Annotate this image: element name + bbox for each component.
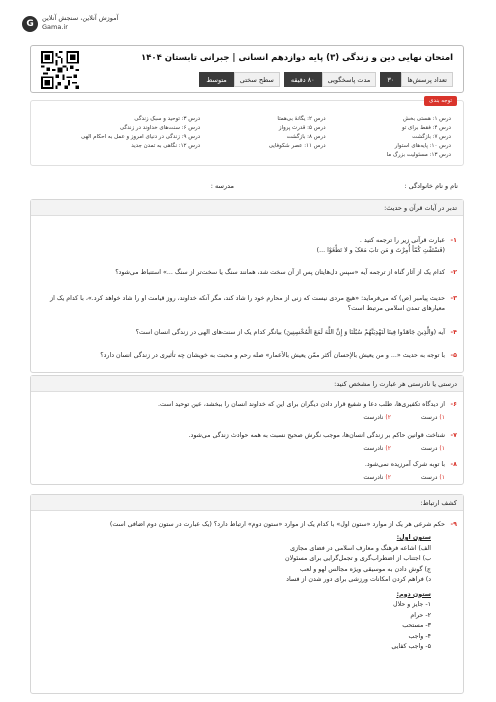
question-text: از دیدگاه تکفیری‌ها، طلب دعا و شفیع قرار دادن دیگران برای این که خداوند انسان را ببخشد، عین توحید است. (157, 401, 445, 408)
question-number: ۶- (450, 401, 457, 408)
column-two-item: ۳- مستحب (402, 622, 431, 629)
meta-value-duration: ۸۰ دقیقه (284, 72, 322, 87)
option-true[interactable] (421, 413, 445, 423)
lesson-item: درس ۴: فقط برای تو (401, 125, 451, 131)
lesson-item: درس ۱۰: پایه‌های استوار (394, 143, 451, 149)
site-name[interactable] (42, 14, 118, 31)
site-header (0, 0, 496, 42)
question-number: ۷- (450, 432, 457, 439)
question-4 (37, 328, 457, 338)
question-9 (37, 520, 457, 530)
option-number: ۲) (385, 414, 391, 421)
question-number: ۲- (450, 269, 457, 276)
question-number: ۸- (450, 461, 457, 468)
option-label: درست (420, 414, 438, 421)
question-text: حدیث پیامبر (ص) که می‌فرماید: «هیچ مردی نیست که زنی از محارم خود را شاد کند، مگر آنکه خداوند، روز قیامت او را شاد خواهد کرد.»، با کدام یک از معیارهای تمدن اسلامی مرتبط است؟ (50, 295, 445, 312)
section-title: درستی یا نادرستی هر عبارت را مشخص کنید: (31, 376, 463, 392)
column-two-item: ۱- جایز و حلال (393, 601, 431, 608)
option-label: نادرست (363, 414, 384, 421)
column-two-item: ۵- واجب کفایی (391, 643, 431, 650)
exam-meta (195, 72, 453, 87)
student-info (30, 182, 464, 194)
meta-label-duration: مدت پاسخگویی (322, 72, 377, 87)
lessons-note-box (30, 100, 464, 166)
exam-title: امتحان نهایی دین و زندگی (۳) پایه دوازدهم انسانی | جبرانی تابستان ۱۴۰۴ (141, 53, 453, 63)
question-number: ۴- (450, 329, 457, 336)
lesson-item: درس ۷: بازگشت (412, 134, 451, 140)
lesson-item: درس ۹: زندگی در دنیای امروز و عمل به احکام الهی (81, 134, 201, 140)
option-number: ۲) (385, 445, 391, 452)
question-3 (37, 294, 457, 314)
lesson-item: درس ۵: قدرت پرواز (278, 125, 326, 131)
option-number: ۱) (439, 414, 445, 421)
lesson-item: درس ۱۱: عصر شکوفایی (268, 143, 326, 149)
question-text: حکم شرعی هر یک از موارد «ستون اول» با کدام یک از موارد «ستون دوم» ارتباط دارد؟ (یک عبارت در ستون دوم اضافی است) (109, 521, 445, 528)
true-false-options (37, 444, 445, 454)
option-label: درست (420, 445, 438, 452)
option-number: ۱) (439, 445, 445, 452)
site-name-en: Gama.ir (42, 23, 68, 31)
option-label: نادرست (363, 474, 384, 481)
true-false-options (37, 473, 445, 483)
exam-header (30, 45, 464, 93)
question-5 (37, 351, 457, 361)
question-number: ۵- (450, 352, 457, 359)
logo-letter: G (26, 19, 34, 29)
section-title: تدبر در آیات قرآن و حدیث: (31, 200, 463, 216)
option-true[interactable] (421, 473, 445, 483)
section-matching (30, 494, 464, 694)
option-false[interactable] (363, 413, 391, 423)
question-text: عبارت قرآنی زیر را ترجمه کنید . (359, 237, 445, 244)
question-text: شناخت قوانین حاکم بر زندگی انسان‌ها، موجب نگرش صحیح نسبت به همه حوادث زندگی می‌شود. (188, 432, 445, 439)
option-false[interactable] (363, 473, 391, 483)
meta-value-question-count: ۳۰ (380, 72, 401, 87)
column-two-title: ستون دوم: (396, 590, 431, 598)
lesson-item: درس ۶: سنت‌های خداوند در زندگی (119, 125, 201, 131)
question-number: ۹- (450, 521, 457, 528)
question-8 (37, 460, 457, 483)
column-one-item: الف) اشاعه فرهنگ و معارف اسلامی در فضای مجازی (290, 544, 431, 552)
school-label: مدرسه : (210, 182, 234, 190)
question-text: با توجه به حدیث «... و من یعیش بالإحسان أکثر ممّن یعیش بالأعمار» صله رحم و محبت به خویشان چه تأثیری در زندگی انسان دارد؟ (100, 352, 445, 359)
section-true-false (30, 375, 464, 485)
question-verse: (فَسْتَفْتِ کُمّاً أُمِرْتَ وَ مَن تابَ مَعَکَ و لا تَطْغَوْا ...) (316, 247, 445, 254)
question-2 (37, 268, 457, 278)
option-label: نادرست (363, 445, 384, 452)
lesson-item: درس ۳: توحید و سبک زندگی (134, 116, 201, 122)
site-name-fa: آموزش آنلاین، سنجش آنلاین (42, 14, 119, 22)
note-badge: توجه بندی (424, 96, 457, 106)
question-number: ۳- (450, 295, 457, 302)
column-two-item: ۲- حرام (410, 611, 431, 619)
column-one-title: ستون اول: (396, 534, 431, 541)
option-label: درست (420, 474, 438, 481)
lesson-item: درس ۲: یگانهٔ بی‌همتا (277, 116, 326, 122)
column-one-item: ج) گوش دادن به موسیقی ویژه مجالس لهو و لعب (300, 565, 431, 573)
column-two-item: ۴- واجب (408, 632, 431, 640)
question-text: آیه (وَالَّذِینَ جَاهَدُوا فِینَا لَنَهْدِیَنَّهُمْ سُبُلَنَا وَ إِنَّ اللَّهَ لَمَعَ الْمُحْسِنِینَ) بیانگر کدام یک از سنت‌های الهی در زندگی انسان است؟ (135, 329, 445, 336)
question-text: کدام یک از آثار گناه از ترجمه آیه «سپس دل‌هایتان پس از آن سخت شد، همانند سنگ یا سخت‌تر از سنگ ...» استنباط می‌شود؟ (115, 269, 445, 276)
lesson-item: درس ۱: هستی بخش (402, 116, 451, 122)
qr-code-icon (41, 51, 79, 89)
meta-label-difficulty: سطح سختی (234, 72, 280, 87)
question-1 (37, 236, 457, 256)
option-true[interactable] (421, 444, 445, 454)
section-quran-hadith (30, 199, 464, 373)
question-number: ۱- (450, 237, 457, 244)
section-title: کشف ارتباط: (31, 495, 463, 511)
question-6 (37, 400, 457, 423)
column-one-item: ب) اجتناب از اضطراب‌گری و تجمل‌گرایی برای مسئولان (284, 555, 431, 562)
lesson-item: درس ۸: بازگشت (286, 134, 326, 140)
option-false[interactable] (363, 444, 391, 454)
meta-label-question-count: تعداد پرسش‌ها (401, 72, 453, 87)
lesson-item: درس ۱۳: مسئولیت بزرگ ما (386, 152, 451, 158)
column-one-item: د) فراهم کردن امکانات ورزشی برای دور شدن از فساد (286, 576, 431, 583)
true-false-options (37, 413, 445, 423)
column-one (285, 533, 431, 653)
question-text: با توبه شرک آمرزیده نمی‌شود. (364, 461, 445, 468)
question-7 (37, 431, 457, 454)
student-name-label: نام و نام خانوادگی : (404, 182, 458, 190)
meta-value-difficulty: متوسط (199, 72, 233, 87)
option-number: ۲) (385, 474, 391, 481)
option-number: ۱) (439, 474, 445, 481)
site-logo-icon[interactable] (22, 16, 38, 32)
lesson-item: درس ۱۲: نگاهی به تمدن جدید (131, 143, 201, 149)
lessons-list (81, 116, 451, 158)
